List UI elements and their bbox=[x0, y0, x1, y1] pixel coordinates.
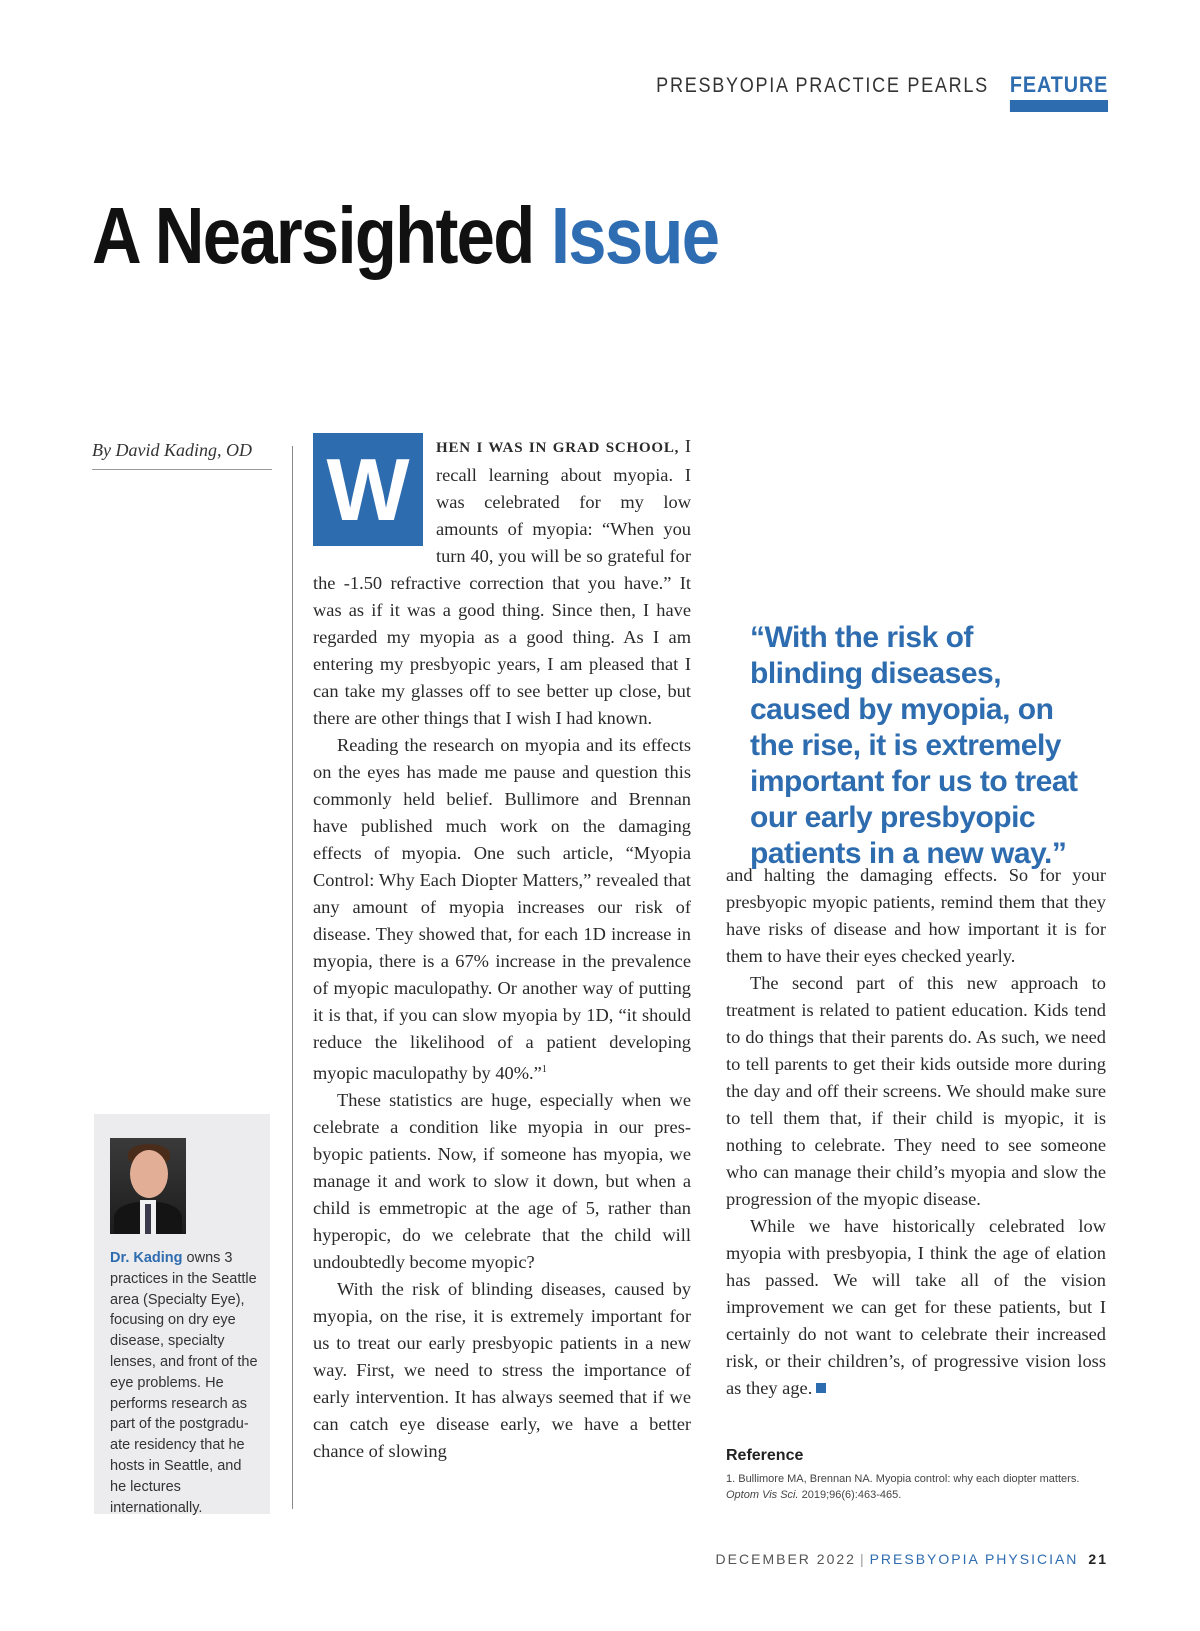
author-name: Dr. Kading bbox=[110, 1250, 183, 1266]
byline: By David Kading, OD bbox=[92, 440, 272, 470]
article-title bbox=[92, 191, 719, 280]
page-number: 21 bbox=[1088, 1551, 1108, 1567]
author-bio-box bbox=[94, 1114, 270, 1514]
paragraph-2-text: Reading the research on myopia and its effects on the eyes has made me pause and question this commonly held belief. Bullimore and Brennan have published much work on the damaging effects of myopia. One such article, “Myopia Control: Why Each Diopter Matters,” revealed that any amount of myopia increases our risk of disease. They showed that, for each 1D increase in myopia, there is a 67% increase in the prevalence of myopic maculopathy. Or another way of putting it is that, if you can slow myopia by 1D, “it should reduce the likelihood of a patient developing myopic maculopathy by 40%.” bbox=[313, 735, 691, 1084]
end-mark-icon bbox=[816, 1383, 826, 1393]
paragraph-2 bbox=[313, 732, 691, 1087]
lead-in: HEN I WAS IN GRAD SCHOOL, bbox=[436, 440, 680, 456]
paragraph-6 bbox=[726, 1213, 1106, 1402]
publication-name: PRESBYOPIA PHYSICIAN bbox=[869, 1551, 1079, 1567]
author-bio bbox=[110, 1248, 260, 1518]
title-part1: A Nearsighted bbox=[92, 191, 534, 280]
column-divider bbox=[292, 446, 293, 1509]
author-photo bbox=[110, 1138, 186, 1234]
running-header bbox=[602, 72, 1108, 112]
reference-authors: 1. Bullimore MA, Brennan NA. Myopia control: why each diopter matters. bbox=[726, 1473, 1080, 1485]
reference-citation: 2019;96(6):463-465. bbox=[798, 1489, 902, 1501]
reference-heading: Reference bbox=[726, 1447, 804, 1464]
reference-entry bbox=[726, 1471, 1106, 1503]
feature-label: FEATURE bbox=[1010, 72, 1108, 112]
paragraph-3: These statistics are huge, especially when we celebrate a condition like myopia in our presbyopic patients. Now, if someone has myopia, we manage it and work to slow it down, but when a child is emmetropic at the age of 5, rather than hyperopic, do we celebrate that the child will undoubtedly become myopic? bbox=[313, 1090, 691, 1273]
title-part2: Issue bbox=[550, 191, 719, 280]
paragraph-5: The second part of this new approach to treatment is related to patient education. Kids tend to do things that their parents do. As such, we need to tell parents to get their kids outside more during the day and off their screens. We should make sure to tell them that, if their child is myopic, it is nothing to celebrate. They need to see someone who can manage their child’s myopia and slow the progression of the myopic disease. bbox=[726, 973, 1106, 1209]
paragraph-1 bbox=[313, 433, 691, 732]
footnote-marker: 1 bbox=[541, 1064, 547, 1075]
section-name: PRESBYOPIA PRACTICE PEARLS bbox=[655, 74, 989, 97]
references bbox=[726, 1447, 1106, 1503]
paragraph-4: With the risk of blinding diseases, caused by myopia, on the rise, it is extremely important for us to treat our early presbyopic patients in a new way. First, we need to stress the importance of early intervention. It has always seemed that if we can catch eye disease early, we have a better chance of slowing bbox=[313, 1279, 691, 1462]
pull-quote: “With the risk of blinding diseases, caused by myopia, on the rise, it is extremely important for us to treat our early presbyopic patients in a new way.” bbox=[750, 621, 1078, 870]
footer-separator: | bbox=[859, 1551, 866, 1567]
drop-cap: W bbox=[313, 433, 423, 546]
paragraph-1-text: I recall learning about myopia. I was celebrated for my low amounts of myopia: “When you turn 40, you will be so grateful for the -1.50 refractive correction that you have.” It was as if it was a good thing. Since then, I have regarded my myopia as a good thing. As I am entering my presbyopic years, I am pleased that I can take my glasses off to see better up close, but there are other things that I wish I had known. bbox=[313, 436, 691, 728]
author-bio-text: owns 3 practices in the Seattle area (Specialty Eye), focusing on dry eye disease, specialty lenses, and front of the eye problems. He performs research as part of the postgradu-ate residency that he hosts in Seattle, and he lectures internationally. bbox=[110, 1250, 258, 1516]
paragraph-4-continued: and halting the damaging effects. So for your presbyopic myopic patients, remind them that they have risks of disease and how important it is for them to have their eyes checked yearly. bbox=[726, 865, 1106, 966]
article-column-1 bbox=[313, 433, 691, 1465]
paragraph-6-text: While we have historically celebrated low myopia with presbyopia, I think the age of elation has passed. We will take all of the vision improvement we can get for these patients, but I certainly do not want to celebrate their increased risk, or their children’s, of progressive vision loss as they age. bbox=[726, 1216, 1106, 1398]
issue-date: DECEMBER 2022 bbox=[715, 1551, 856, 1567]
page-footer bbox=[716, 1551, 1108, 1567]
article-column-2 bbox=[726, 862, 1106, 1402]
reference-journal: Optom Vis Sci. bbox=[726, 1489, 799, 1501]
